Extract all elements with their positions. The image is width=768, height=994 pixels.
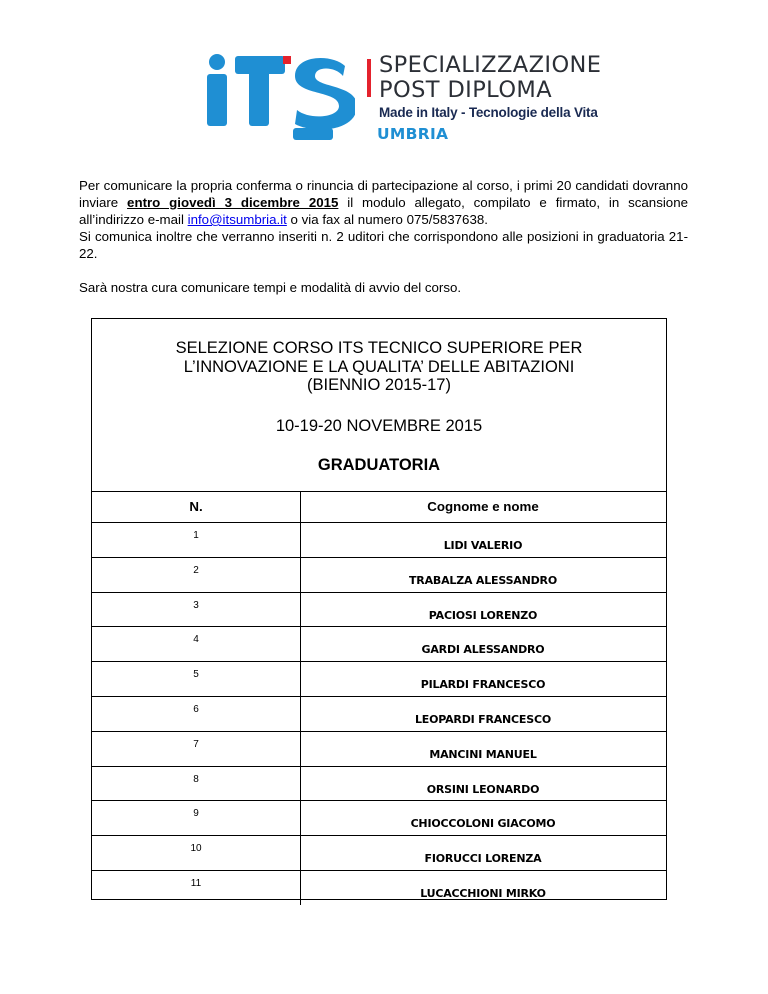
table-row xyxy=(92,871,666,905)
ranking-header xyxy=(92,319,666,491)
table-row xyxy=(92,523,666,558)
candidate-name: CHIOCCOLONI GIACOMO xyxy=(410,817,556,831)
auditors-paragraph: Si comunica inoltre che verranno inseriti n. 2 uditori che corrispondono alle posizioni in graduatoria 21-22. xyxy=(79,229,688,261)
candidate-name: TRABALZA ALESSANDRO xyxy=(409,573,557,587)
logo-tagline: Made in Italy - Tecnologie della Vita xyxy=(379,105,598,120)
candidate-name: LIDI VALERIO xyxy=(443,539,523,552)
candidate-name: GARDI ALESSANDRO xyxy=(421,643,545,657)
rank-number: 6 xyxy=(193,703,199,715)
closing-paragraph: Sarà nostra cura comunicare tempi e modalità di avvio del corso. xyxy=(79,280,462,295)
candidate-name: FIORUCCI LORENZA xyxy=(424,852,542,866)
intro-paragraph xyxy=(79,177,688,228)
logo-region: UMBRIA xyxy=(377,125,449,143)
course-title-line-2: L’INNOVAZIONE E LA QUALITA’ DELLE ABITAZIONI xyxy=(183,357,575,376)
logo-red-bar xyxy=(367,59,371,97)
rank-number: 2 xyxy=(193,564,199,576)
its-logo-mark xyxy=(205,52,355,142)
table-row xyxy=(92,732,666,767)
rank-number: 10 xyxy=(190,843,202,855)
table-row xyxy=(92,558,666,593)
candidate-name: PACIOSI LORENZO xyxy=(428,608,538,622)
rank-number: 7 xyxy=(193,738,199,750)
rank-number: 4 xyxy=(193,634,199,646)
candidate-name: ORSINI LEONARDO xyxy=(426,782,540,796)
table-row xyxy=(92,662,666,697)
rank-number: 1 xyxy=(193,530,199,541)
rank-number: 11 xyxy=(190,877,202,889)
email-link[interactable]: info@itsumbria.it xyxy=(187,212,287,227)
ranking-title: GRADUATORIA xyxy=(317,456,441,474)
intro-text-end: o via fax al numero 075/5837638. xyxy=(286,212,488,227)
candidate-name: LUCACCHIONI MIRKO xyxy=(420,886,546,900)
column-header-number: N. xyxy=(189,499,203,514)
logo-line-1: SPECIALIZZAZIONE xyxy=(379,52,602,78)
rank-number: 8 xyxy=(193,773,199,785)
rank-number: 5 xyxy=(193,669,199,681)
course-title-line-3: (BIENNIO 2015-17) xyxy=(307,376,451,394)
its-logo xyxy=(205,52,602,152)
table-header-row xyxy=(92,491,666,523)
ranking-table xyxy=(92,491,666,905)
table-row xyxy=(92,836,666,871)
table-row xyxy=(92,697,666,732)
column-header-name: Cognome e nome xyxy=(427,499,539,514)
table-body xyxy=(92,523,666,905)
table-row xyxy=(92,627,666,662)
candidate-name: MANCINI MANUEL xyxy=(429,747,537,761)
course-title xyxy=(92,339,666,395)
candidate-name: PILARDI FRANCESCO xyxy=(420,678,546,692)
intro-text-start: Per comunicare la propria conferma o rinuncia di partecipazione al corso, i primi 20 candidati dovranno inviare xyxy=(79,178,688,210)
intro-text xyxy=(79,177,688,296)
logo-text xyxy=(379,54,601,120)
candidate-name: LEOPARDI FRANCESCO xyxy=(414,712,551,726)
intro-text-middle: il modulo allegato, compilato e firmato, in scansione all’indirizzo e-mail xyxy=(79,195,688,227)
deadline-text: entro giovedì 3 dicembre 2015 xyxy=(127,195,339,210)
selection-dates: 10-19-20 NOVEMBRE 2015 xyxy=(275,417,483,435)
rank-number: 3 xyxy=(193,599,199,611)
logo-line-2: POST DIPLOMA xyxy=(379,76,553,103)
table-row xyxy=(92,767,666,802)
table-row xyxy=(92,593,666,628)
table-row xyxy=(92,801,666,836)
rank-number: 9 xyxy=(193,808,199,820)
course-title-line-1: SELEZIONE CORSO ITS TECNICO SUPERIORE PER xyxy=(175,339,583,357)
ranking-box xyxy=(91,318,667,900)
